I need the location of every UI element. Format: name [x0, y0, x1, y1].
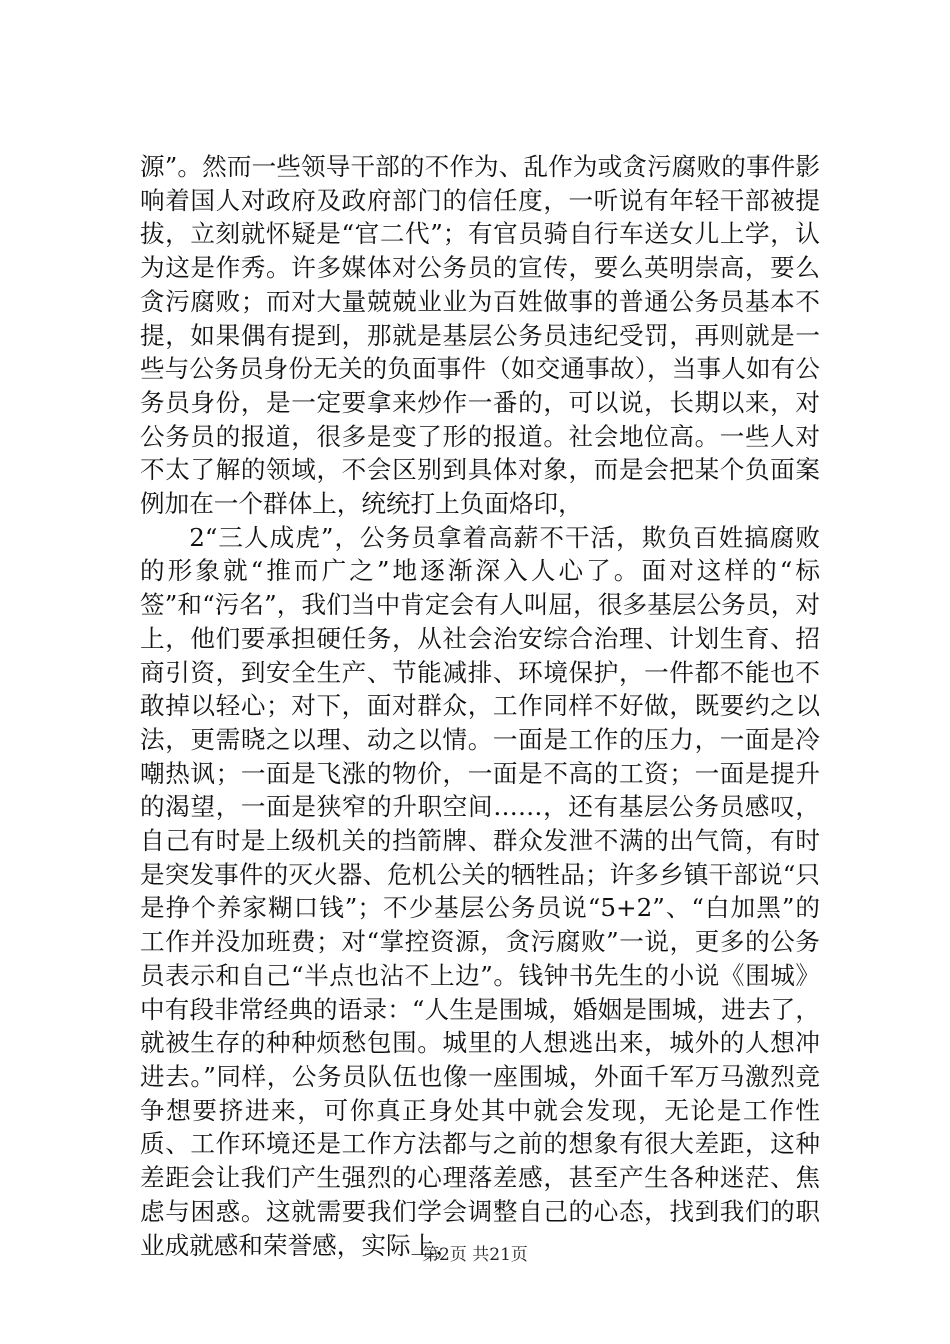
page-number-label: 第2页 共21页 [422, 1245, 528, 1265]
paragraph-1: 源”。然而一些领导干部的不作为、乱作为或贪污腐败的事件影响着国人对政府及政府部门的信任度，一听说有年轻干部被提拔，立刻就怀疑是“官二代”；有官员骑自行车送女儿上学，认为这是作秀。许多媒体对公务员的宣传，要么英明崇高，要么贪污腐败；而对大量兢兢业业为百姓做事的普通公务员基本不提，如果偶有提到，那就是基层公务员违纪受罚，再则就是一些与公务员身份无关的负面事件（如交通事故），当事人如有公务员身份，是一定要拿来炒作一番的，可以说，长期以来，对公务员的报道，很多是变了形的报道。社会地位高。一些人对不太了解的领域，不会区别到具体对象，而是会把某个负面案例加在一个群体上，统统打上负面烙印， [140, 152, 820, 519]
page-footer [0, 1240, 950, 1265]
document-body [140, 150, 820, 1262]
paragraph-2: 2“三人成虎”，公务员拿着高薪不干活，欺负百姓搞腐败的形象就“推而广之”地逐渐深入人心了。面对这样的“标签”和“污名”，我们当中肯定会有人叫屈，很多基层公务员，对上，他们要承担硬任务，从社会治安综合治理、计划生育、招商引资，到安全生产、节能减排、环境保护，一件都不能也不敢掉以轻心；对下，面对群众，工作同样不好做，既要约之以法，更需晓之以理、动之以情。一面是工作的压力，一面是冷嘲热讽；一面是飞涨的物价，一面是不高的工资；一面是提升的渴望，一面是狭窄的升职空间……，还有基层公务员感叹，自己有时是上级机关的挡箭牌、群众发泄不满的出气筒，有时是突发事件的灭火器、危机公关的牺牲品；许多乡镇干部说“只是挣个养家糊口钱”；不少基层公务员说“5+2”、“白加黑”的工作并没加班费；对“掌控资源，贪污腐败”一说，更多的公务员表示和自己“半点也沾不上边”。钱钟书先生的小说《围城》中有段非常经典的语录：“人生是围城，婚姻是围城，进去了，就被生存的种种烦愁包围。城里的人想逃出来，城外的人想冲进去。”同样，公务员队伍也像一座围城，外面千军万马激烈竞争想要挤进来，可你真正身处其中就会发现，无论是工作性质、工作环境还是工作方法都与之前的想象有很大差距，这种差距会让我们产生强烈的心理落差感，甚至产生各种迷茫、焦虑与困惑。这就需要我们学会调整自己的心态，找到我们的职业成就感和荣誉感，实际上， [140, 522, 820, 1260]
